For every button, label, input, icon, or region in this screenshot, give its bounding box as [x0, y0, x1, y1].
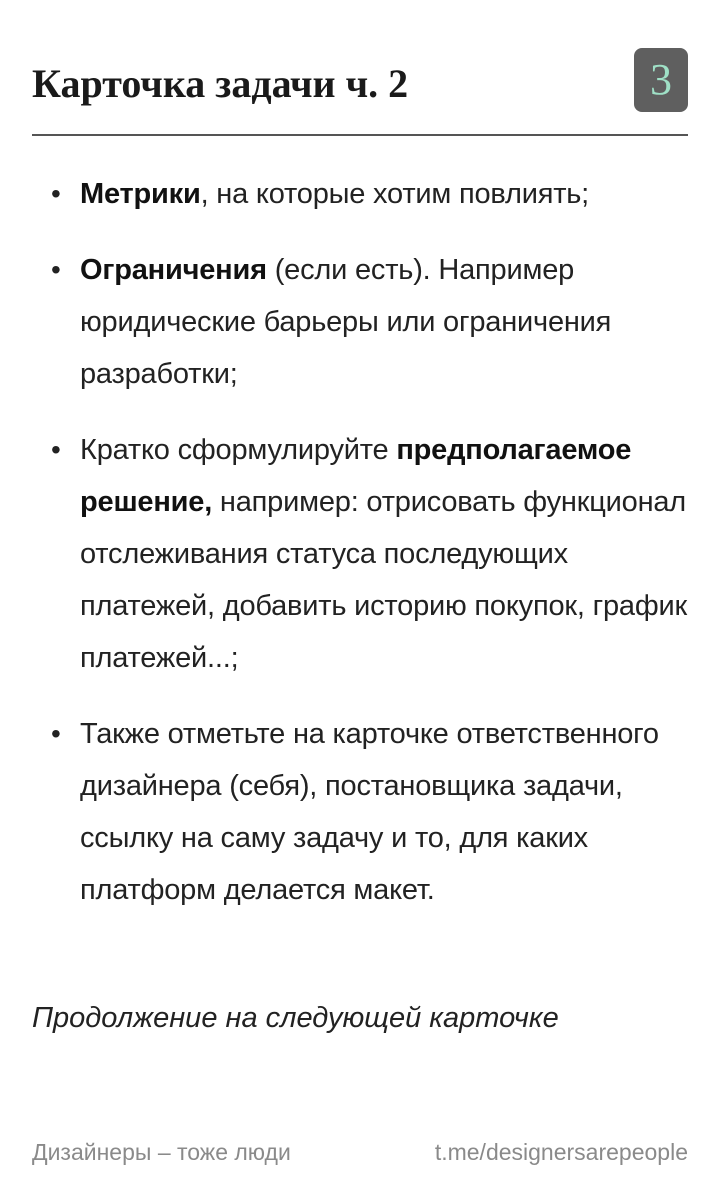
bullet-icon: • — [51, 178, 61, 209]
footer-channel-name: Дизайнеры – тоже люди — [32, 1139, 291, 1165]
item-text-after: например: отрисовать функционал отслеживания статуса последующих платежей, добавить историю покупок, график платежей...; — [80, 486, 687, 674]
item-bold-text: Метрики — [80, 178, 201, 210]
item-text: Также отметьте на карточке ответственного дизайнера (себя), постановщика задачи, ссылку на саму задачу и то, для каких платформ делается макет. — [80, 718, 659, 906]
item-bold-text: предполагаемое решение, — [80, 434, 632, 518]
bullet-icon: • — [51, 254, 61, 285]
item-text-before: Кратко сформулируйте — [80, 434, 397, 466]
list-item-solution — [0, 424, 720, 684]
page-number-badge: 3 — [634, 48, 688, 112]
list-item-constraints — [0, 244, 720, 400]
continuation-note: Продолжение на следующей карточке — [32, 1002, 559, 1034]
item-bold-text: Ограничения — [80, 254, 267, 286]
item-text: , на которые хотим повлиять; — [200, 178, 590, 210]
bullet-icon: • — [51, 718, 61, 749]
bullet-list — [0, 168, 720, 940]
list-item-metrics — [0, 168, 720, 220]
page-title: Карточка задачи ч. 2 — [32, 61, 409, 106]
card-header — [32, 40, 688, 136]
footer-channel-link[interactable]: t.me/designersarepeople — [434, 1139, 688, 1165]
item-text: (если есть). Например юридические барьеры или ограничения разработки; — [80, 254, 612, 390]
bullet-icon: • — [51, 434, 61, 465]
list-item-responsible — [0, 708, 720, 916]
